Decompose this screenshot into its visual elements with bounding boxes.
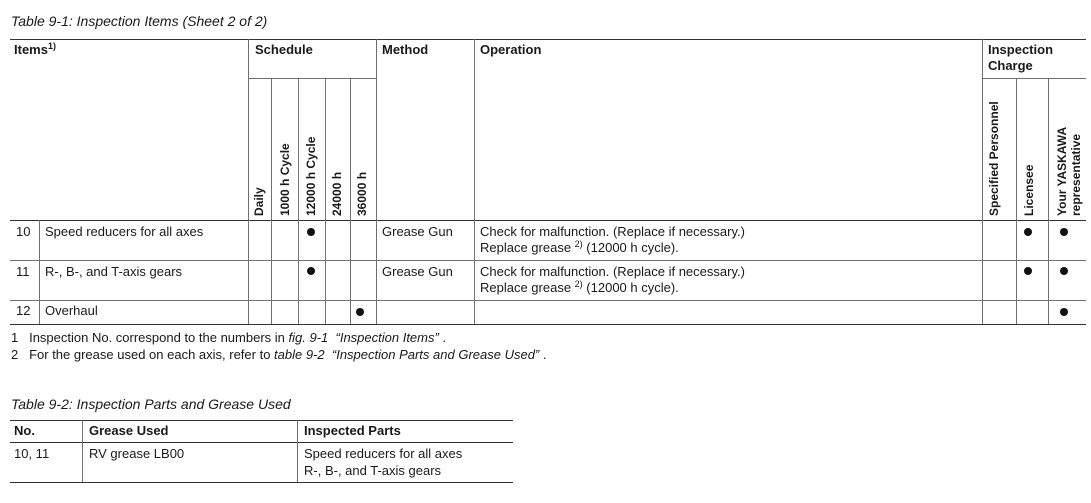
col-rule xyxy=(982,39,983,324)
col-rule xyxy=(297,420,298,482)
row-rule-10 xyxy=(10,260,1086,261)
schedule-marker-12000h xyxy=(307,228,315,236)
table2-cell-parts-1: Speed reducers for all axes xyxy=(304,446,463,461)
footnote-2: 2 For the grease used on each axis, refer to table 9-2 “Inspection Parts and Grease Used” . xyxy=(11,347,547,362)
table2-header-rule xyxy=(10,442,513,443)
header-schedule: Schedule xyxy=(255,42,313,57)
row-method: Grease Gun xyxy=(382,264,453,279)
schedule-col-24000h: 24000 h xyxy=(330,171,344,216)
row-item: Overhaul xyxy=(45,303,98,318)
schedule-marker-36000h xyxy=(356,308,364,316)
row-operation-line2: Replace grease $^{2)}$ (12000 h cycle). xyxy=(480,239,679,255)
row-item: Speed reducers for all axes xyxy=(45,224,204,239)
schedule-col-daily: Daily xyxy=(252,187,266,216)
col-rule xyxy=(39,220,40,324)
col-rule xyxy=(1048,78,1049,324)
col-rule xyxy=(376,39,377,324)
col-rule xyxy=(271,78,272,324)
row-item: R-, B-, and T-axis gears xyxy=(45,264,183,279)
header-inspection-charge-2: Charge xyxy=(988,58,1033,73)
row-no: 12 xyxy=(16,303,31,318)
table1-caption: Table 9-1: Inspection Items (Sheet 2 of 2) xyxy=(11,13,268,29)
table2-header-grease: Grease Used xyxy=(89,423,169,438)
row-method: Grease Gun xyxy=(382,224,453,239)
table2-header-no: No. xyxy=(14,423,35,438)
table2-cell-grease: RV grease LB00 xyxy=(89,446,185,461)
table1-top-rule xyxy=(10,39,1086,40)
charge-col-yaskawa-2: representative xyxy=(1069,133,1083,216)
table2-cell-parts-2: R-, B-, and T-axis gears xyxy=(304,463,442,478)
col-rule xyxy=(82,420,83,482)
charge-marker-licensee xyxy=(1024,228,1032,236)
charge-subheader-rule xyxy=(982,78,1086,79)
charge-marker-yaskawa xyxy=(1060,228,1068,236)
table1-bottom-rule xyxy=(10,324,1086,325)
schedule-col-36000h: 36000 h xyxy=(355,171,369,216)
col-rule xyxy=(350,78,351,324)
footnote-1: 1 Inspection No. correspond to the numbers in fig. 9-1 “Inspection Items” . xyxy=(11,330,447,345)
charge-marker-yaskawa xyxy=(1060,308,1068,316)
schedule-col-1000h: 1000 h Cycle xyxy=(278,143,292,216)
header-inspection-charge-1: Inspection xyxy=(988,42,1054,57)
col-rule xyxy=(298,78,299,324)
col-rule xyxy=(1016,78,1017,324)
table2-caption: Table 9-2: Inspection Parts and Grease Used xyxy=(11,396,291,412)
row-operation-line2: Replace grease $^{2)}$ (12000 h cycle). xyxy=(480,279,679,295)
charge-marker-yaskawa xyxy=(1060,267,1068,275)
charge-col-yaskawa-1: Your YASKAWA xyxy=(1055,126,1069,216)
col-rule xyxy=(474,39,475,324)
header-operation: Operation xyxy=(480,42,542,57)
row-no: 11 xyxy=(16,264,30,279)
col-rule xyxy=(248,39,249,324)
charge-marker-licensee xyxy=(1024,267,1032,275)
schedule-marker-12000h xyxy=(307,267,315,275)
row-rule-11 xyxy=(10,300,1086,301)
schedule-subheader-rule xyxy=(248,78,376,79)
header-method: Method xyxy=(382,42,429,57)
table1-header-rule xyxy=(10,220,1086,221)
table2-top-rule xyxy=(10,420,513,421)
header-items: Items$^{1)}$ xyxy=(14,41,56,57)
charge-col-specified-personnel: Specified Personnel xyxy=(987,101,1001,216)
schedule-col-12000h: 12000 h Cycle xyxy=(304,136,318,216)
table2-cell-no: 10, 11 xyxy=(14,446,50,461)
row-operation-line1: Check for malfunction. (Replace if necessary.) xyxy=(480,224,745,239)
col-rule xyxy=(325,78,326,324)
row-operation-line1: Check for malfunction. (Replace if necessary.) xyxy=(480,264,745,279)
charge-col-licensee: Licensee xyxy=(1022,164,1036,216)
table2-header-parts: Inspected Parts xyxy=(304,423,401,438)
table2-bottom-rule xyxy=(10,482,513,483)
row-no: 10 xyxy=(16,224,31,239)
